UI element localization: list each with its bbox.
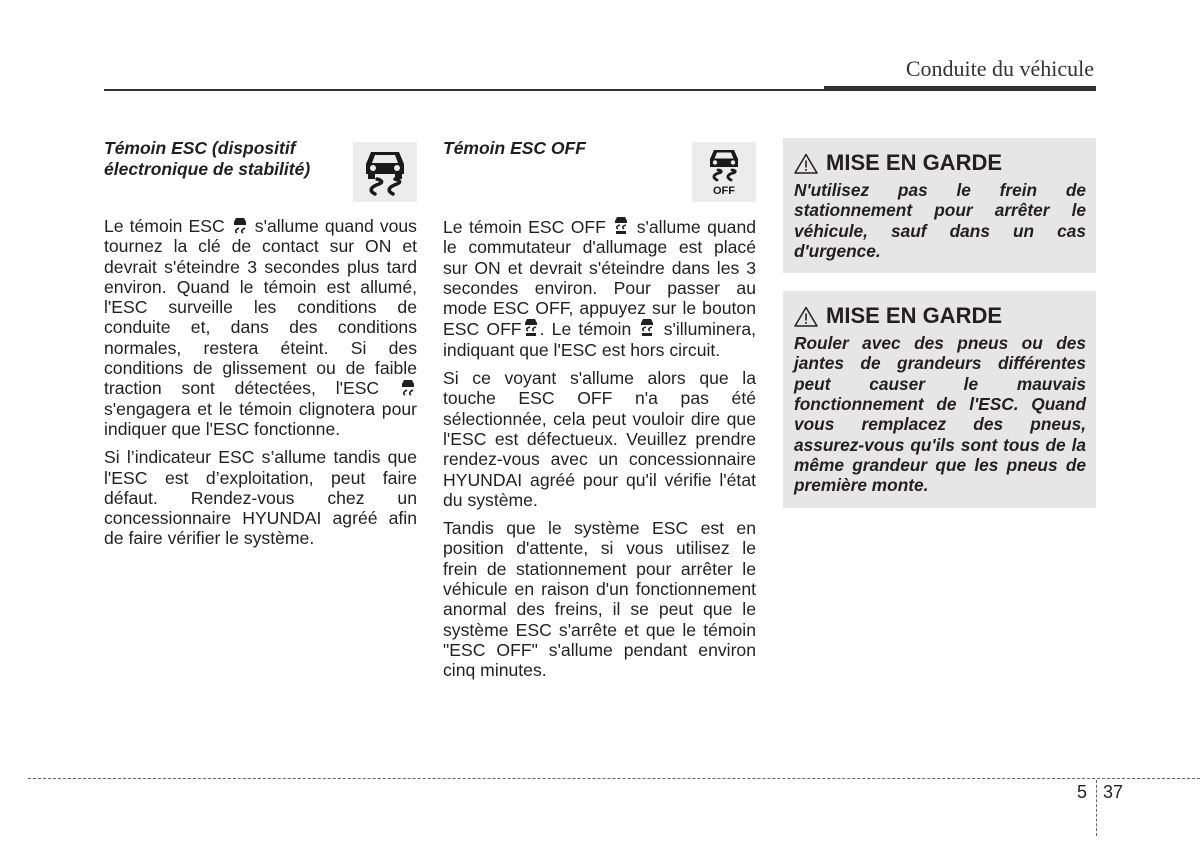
warning-box [783,138,1096,273]
warning-title-row [794,303,1086,329]
warning-triangle-icon [794,306,818,327]
warning-triangle-icon [794,153,818,174]
esc-off-paragraph-1 [443,216,756,360]
warning-title-row [794,150,1086,176]
esc-p1-part-c: s'engagera et le témoin clignotera pour indiquer que l'ESC fonctionne. [104,398,417,439]
warning-title: MISE EN GARDE [826,150,1003,175]
esc-off-p1-part-d: s'illuminera, indiquant que l'ESC est hors circuit. [443,319,757,360]
esc-section-header [104,138,417,204]
esc-off-icon [704,146,744,198]
warning-title: MISE EN GARDE [826,303,1003,329]
warning-text: N'utilisez pas le frein de stationnement pour arrêter le véhicule, sauf dans un cas d'urgence. [794,180,1086,261]
chapter-number: 5 [1077,782,1088,802]
esc-off-indicator-icon-box [692,142,756,202]
esc-car-skid-icon [361,146,409,198]
esc-off-section [443,138,756,681]
esc-off-section-title: Témoin ESC OFF [443,138,586,158]
warning-text: Rouler avec des pneus ou des jantes de grandeurs différentes peut causer le mauvais fonctionnement de l'ESC. Quand vous remplacez des pneus, assurez-vous qu'ils sont tous de la même grandeur que les pneus de première monte. [794,333,1086,496]
footer-rule [28,778,1200,779]
esc-indicator-icon-box [353,142,417,202]
esc-p1-part-b: s'allume quand vous tournez la clé de contact sur ON et devrait s'éteindre 3 secondes plus tard environ. Quand le témoin est allumé, l'ESC surveille les conditions de conduite et, dans des conditions normales, restera éteint. Si des conditions de glissement ou de faible traction sont détectées, l'ESC [104,216,417,399]
warnings-column [783,138,1096,526]
esc-paragraph-1 [104,216,417,439]
esc-off-p1-part-b: s'allume quand le commutateur d'allumage est placé sur ON et devrait s'éteindre dans les 3 secondes environ. Pour passer au mode ESC OFF, appuyez sur le bouton ESC OFF [443,217,757,340]
footer-divider [1096,780,1097,836]
esc-paragraph-2: Si l’indicateur ESC s’allume tandis que l'ESC est d’exploitation, peut faire défaut. Rendez-vous chez un concessionnaire HYUNDAI agréé afin de faire vérifier le système. [104,447,417,549]
running-header-title: Conduite du véhicule [905,56,1094,81]
header-rule-accent [824,86,1096,91]
warning-box [783,291,1096,507]
esc-off-inline-icon [614,216,628,235]
page-number: 37 [1103,782,1124,802]
esc-inline-icon [233,217,247,234]
esc-off-paragraph-3: Tandis que le système ESC est en position d'attente, si vous utilisez le frein de stationnement pour arrêter le véhicule en raison d'un fonctionnement anormal des freins, il se peut que le système ESC s'arrête et que le témoin "ESC OFF" s'allume pendant environ cinq minutes. [443,518,756,681]
esc-off-p1-part-c: . Le témoin [539,319,632,340]
esc-off-icon-label: OFF [713,185,735,197]
esc-off-section-header [443,138,756,204]
esc-section [104,138,417,549]
esc-p1-part-a: Le témoin ESC [104,216,225,236]
esc-section-title: Témoin ESC (dispositif électronique de stabilité) [104,138,311,179]
esc-off-inline-icon [640,318,654,337]
esc-off-p1-part-a: Le témoin ESC OFF [443,217,606,237]
esc-inline-icon [401,379,415,396]
header-rule [104,89,824,91]
esc-off-paragraph-2: Si ce voyant s'allume alors que la touche ESC OFF n'a pas été sélectionnée, cela peut vouloir dire que l'ESC est défectueux. Veuillez prendre rendez-vous avec un concessionnaire HYUNDAI agréé pour qu'il vérifie l'état du système. [443,368,756,510]
esc-off-inline-icon [524,318,538,337]
